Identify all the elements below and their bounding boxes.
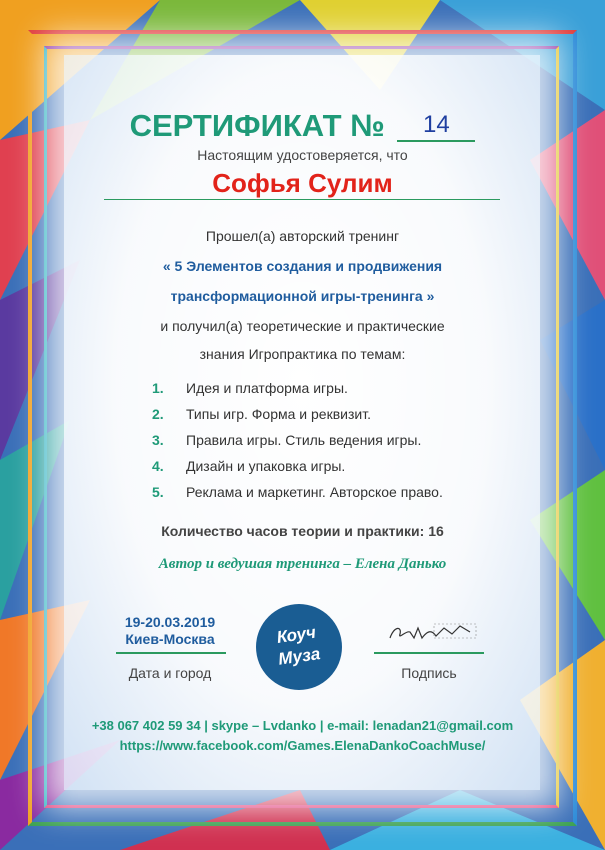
date-text: 19-20.03.2019: [124, 614, 216, 630]
subtitle: Настоящим удостоверяется, что: [197, 147, 408, 163]
course-title-line1: « 5 Элементов создания и продвижения: [162, 258, 443, 274]
course-title-line2: трансформационной игры-тренинга »: [170, 288, 435, 304]
coach-muse-logo: [256, 604, 342, 690]
topic-text: Идея и платформа игры.: [186, 380, 348, 396]
contact-line: +38 067 402 59 34 | skype – Lvdanko | e-mail: lenadan21@gmail.com: [91, 718, 514, 733]
result-line2: знания Игропрактика по темам:: [199, 346, 406, 362]
certificate-number: 14: [397, 111, 475, 142]
list-item: [152, 380, 512, 406]
list-item: [152, 484, 512, 510]
facebook-link[interactable]: https://www.facebook.com/Games.ElenaDankoCoachMuse/: [119, 738, 486, 753]
topic-text: Реклама и маркетинг. Авторское право.: [186, 484, 443, 500]
signature-image: [374, 618, 484, 648]
date-underline: [116, 652, 226, 654]
date-block: [110, 614, 230, 648]
topic-text: Типы игр. Форма и реквизит.: [186, 406, 371, 422]
logo-text-2: Муза: [277, 644, 322, 669]
city-text: Киев-Москва: [125, 631, 215, 647]
intro-line: Прошел(а) авторский тренинг: [205, 228, 400, 244]
result-line1: и получил(а) теоретические и практические: [160, 318, 445, 334]
list-item: [152, 432, 512, 458]
logo-mark: [256, 604, 342, 690]
logo-text-1: Коуч: [275, 622, 317, 647]
topic-number: 4.: [152, 458, 164, 474]
topic-text: Дизайн и упаковка игры.: [186, 458, 346, 474]
topic-text: Правила игры. Стиль ведения игры.: [186, 432, 422, 448]
list-item: [152, 458, 512, 484]
author-text: Автор и ведушая тренинга – Елена Данько: [158, 556, 447, 572]
recipient-name: Софья Сулим: [212, 168, 393, 198]
signature-caption: Подпись: [401, 665, 457, 681]
recipient-underline: [104, 199, 500, 200]
topic-list: [152, 380, 512, 510]
certificate-title: [0, 108, 605, 144]
topic-number: 1.: [152, 380, 164, 396]
signature-underline: [374, 652, 484, 654]
title-text: СЕРТИФИКАТ №: [129, 108, 385, 143]
date-caption: Дата и город: [128, 665, 212, 681]
hours-text: Количество часов теории и практики: 16: [161, 523, 444, 539]
topic-number: 2.: [152, 406, 164, 422]
topic-number: 3.: [152, 432, 164, 448]
topic-number: 5.: [152, 484, 164, 500]
list-item: [152, 406, 512, 432]
